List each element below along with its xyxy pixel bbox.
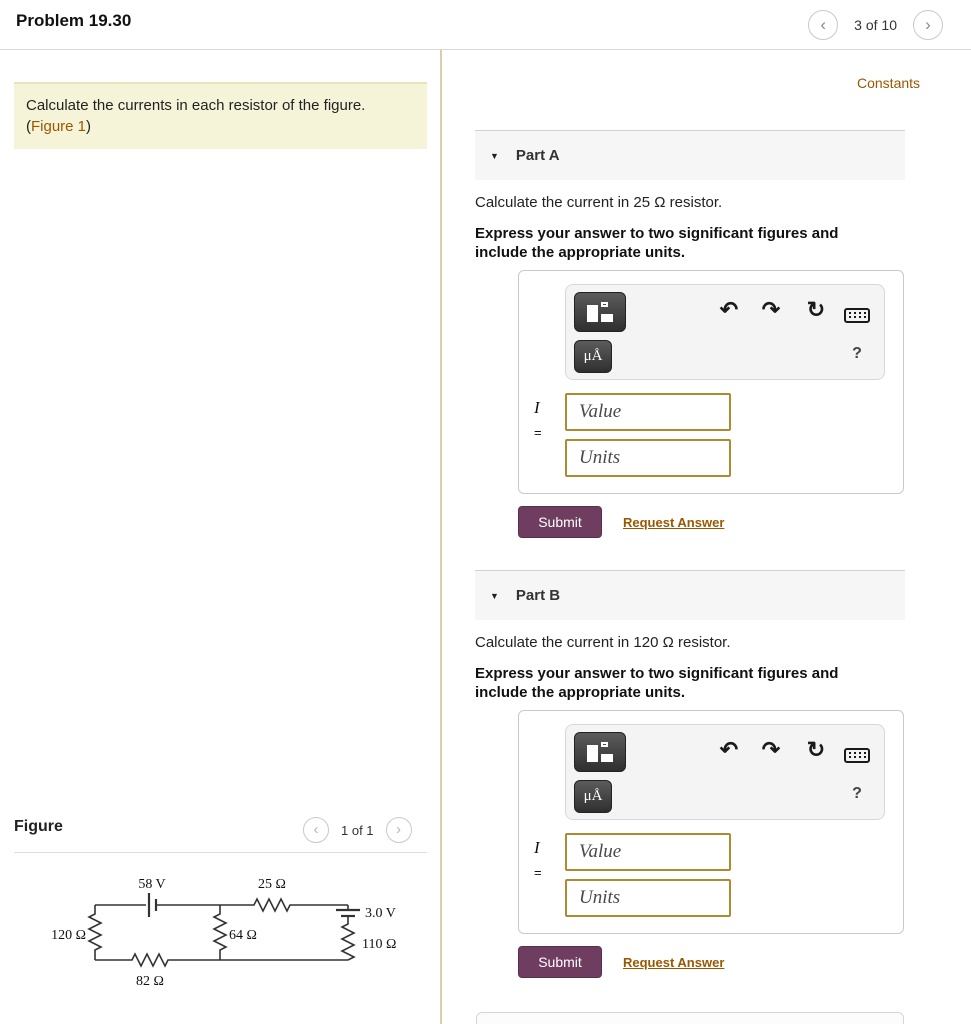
part-b-instructions: Express your answer to two significant figures and include the appropriate units. [475, 665, 839, 701]
part-b-answer-box [518, 710, 904, 934]
next-section-preview [476, 1012, 904, 1024]
chevron-left-icon: ‹ [820, 14, 826, 34]
request-answer-link[interactable]: Request Answer [623, 954, 725, 970]
problem-pager [808, 5, 943, 45]
figure-prev-button[interactable] [303, 817, 329, 843]
keyboard-icon[interactable] [842, 300, 872, 330]
part-a-section [475, 130, 905, 570]
template-icon [587, 742, 614, 763]
part-b-actions [518, 946, 724, 978]
equation-template-button[interactable] [574, 732, 626, 772]
resistor-middle-label: 64 Ω [229, 928, 257, 943]
chevron-right-icon: › [396, 820, 402, 838]
resistor-right-label: 110 Ω [362, 937, 397, 952]
help-button[interactable]: ? [846, 783, 868, 805]
template-icon [587, 302, 614, 323]
keyboard-glyph [844, 308, 870, 323]
units-template-button[interactable]: μÅ [574, 340, 612, 373]
collapse-triangle-icon[interactable]: ▼ [490, 150, 499, 161]
circuit-figure [10, 858, 440, 1018]
collapse-triangle-icon[interactable]: ▼ [490, 590, 499, 601]
part-a-question: Calculate the current in 25 Ω resistor. [475, 194, 723, 211]
page-title: Problem 19.30 [16, 11, 132, 30]
prev-problem-button[interactable] [808, 10, 838, 40]
redo-icon[interactable]: ↷ [756, 295, 786, 325]
value-input[interactable] [565, 833, 731, 871]
circuit-diagram [10, 858, 440, 1018]
resistor-bottom-label: 82 Ω [136, 974, 164, 989]
chevron-right-icon: › [925, 14, 931, 34]
panel-divider [440, 50, 442, 1024]
units-input[interactable] [565, 879, 731, 917]
battery-right-label: 3.0 V [365, 906, 396, 921]
part-a-title: Part A [515, 147, 560, 164]
answer-variable [534, 398, 542, 440]
part-a-answer-box [518, 270, 904, 494]
resistor-top-label: 25 Ω [258, 877, 286, 892]
resistor-left-label: 120 Ω [51, 928, 86, 943]
variable-symbol: I [534, 838, 540, 857]
problem-statement-text: Calculate the currents in each resistor of the figure. [26, 97, 366, 114]
battery-top-label: 58 V [138, 877, 166, 892]
units-template-button[interactable]: μÅ [574, 780, 612, 813]
header [0, 0, 971, 50]
answer-variable [534, 838, 542, 880]
part-b-header[interactable] [475, 570, 905, 620]
part-a-instructions: Express your answer to two significant figures and include the appropriate units. [475, 225, 839, 261]
keyboard-icon[interactable] [842, 740, 872, 770]
reset-icon[interactable]: ↻ [801, 735, 831, 765]
constants-link[interactable]: Constants [857, 75, 921, 91]
equals-sign: = [534, 865, 542, 880]
part-a-actions [518, 506, 724, 538]
right-panel [475, 50, 921, 1024]
units-input[interactable] [565, 439, 731, 477]
figure-heading: Figure [14, 818, 63, 835]
request-answer-link[interactable]: Request Answer [623, 514, 725, 530]
problem-pagination-text: 3 of 10 [854, 17, 897, 33]
part-a-header[interactable] [475, 130, 905, 180]
value-input[interactable] [565, 393, 731, 431]
paren-close: ) [86, 118, 92, 135]
redo-icon[interactable]: ↷ [756, 735, 786, 765]
help-button[interactable]: ? [846, 343, 868, 365]
part-b-question: Calculate the current in 120 Ω resistor. [475, 634, 731, 651]
figure-divider [14, 852, 427, 853]
figure-pagination-text: 1 of 1 [341, 822, 374, 838]
equals-sign: = [534, 425, 542, 440]
keyboard-glyph [844, 748, 870, 763]
variable-symbol: I [534, 398, 540, 417]
figure-pager [303, 817, 427, 843]
figure-1-link[interactable]: Figure 1 [31, 118, 87, 135]
equation-template-button[interactable] [574, 292, 626, 332]
part-b-title: Part B [515, 587, 561, 604]
part-b-section [475, 570, 905, 1010]
problem-statement-box [14, 82, 427, 149]
reset-icon[interactable]: ↻ [801, 295, 831, 325]
chevron-left-icon: ‹ [313, 820, 319, 838]
undo-icon[interactable]: ↶ [714, 295, 744, 325]
submit-button[interactable]: Submit [518, 946, 602, 978]
next-problem-button[interactable] [913, 10, 943, 40]
paren-open: ( [26, 118, 31, 135]
equation-toolbar [565, 284, 885, 380]
figure-next-button[interactable] [386, 817, 412, 843]
undo-icon[interactable]: ↶ [714, 735, 744, 765]
submit-button[interactable]: Submit [518, 506, 602, 538]
equation-toolbar [565, 724, 885, 820]
